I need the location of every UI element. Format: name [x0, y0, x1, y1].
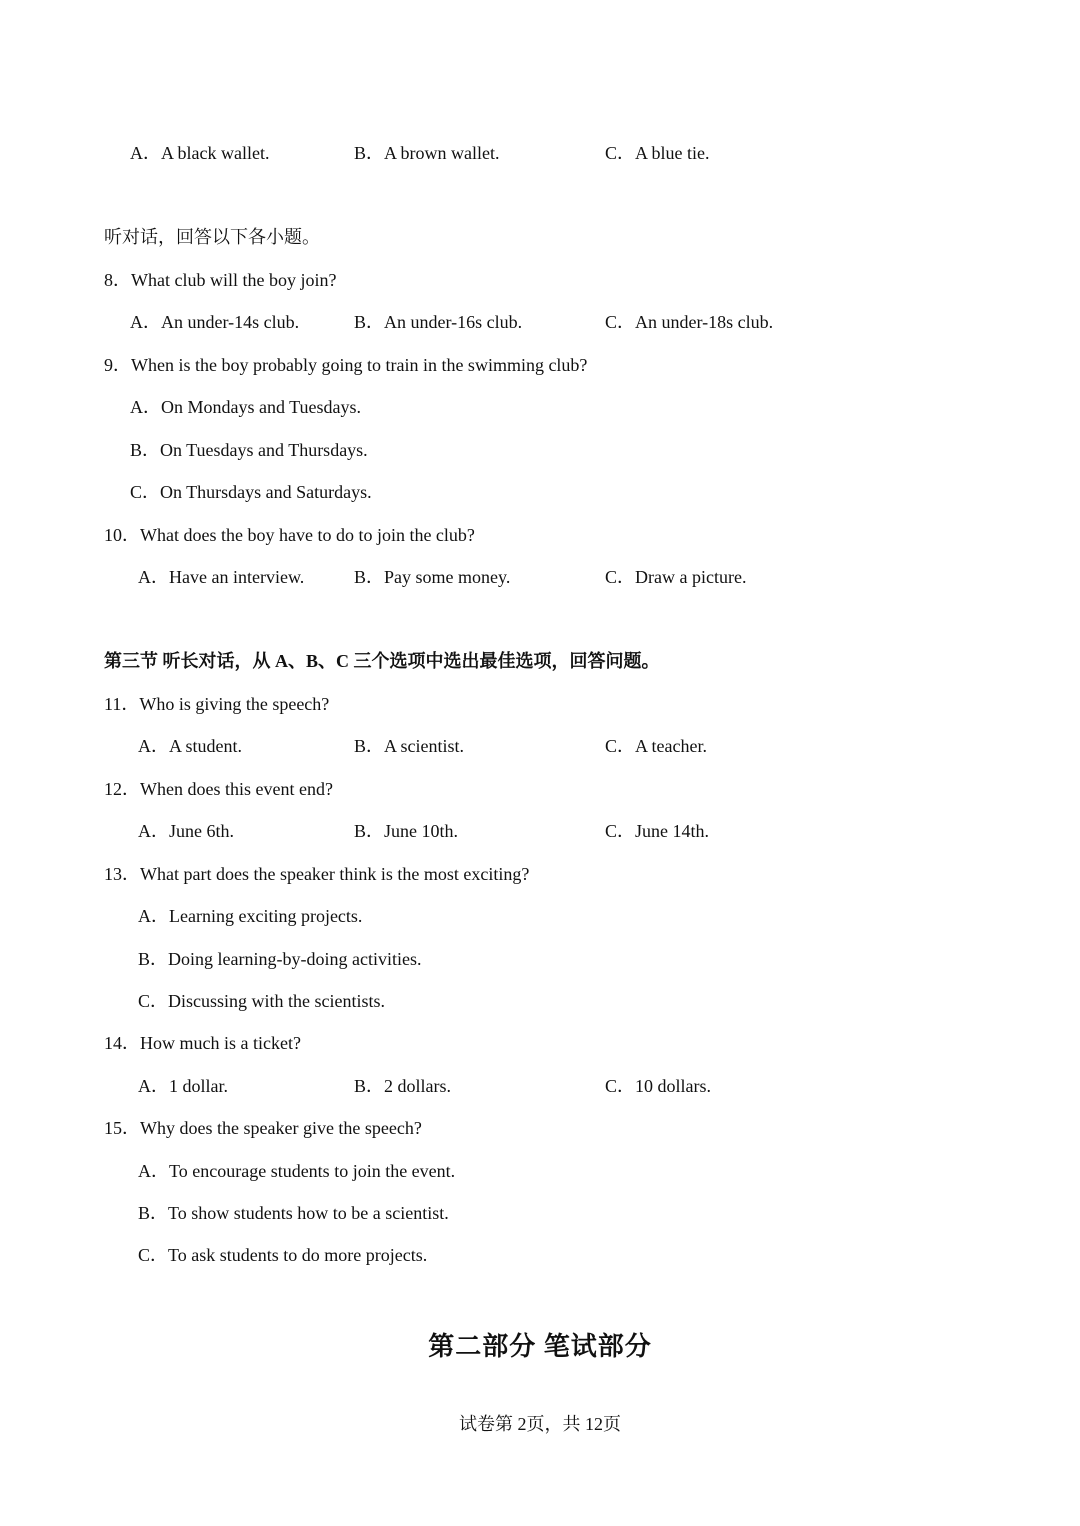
q9-question: 9．When is the boy probably going to train in the swimming club? [104, 355, 588, 375]
q8-option-c: C．An under-18s club. [605, 312, 774, 332]
q12-option-c: C．June 14th. [605, 821, 710, 841]
q11-question: 11．Who is giving the speech? [104, 694, 330, 714]
q8-question: 8．What club will the boy join? [104, 270, 337, 290]
q12-question: 12．When does this event end? [104, 779, 333, 799]
q8-option-b: B．An under-16s club. [354, 312, 523, 332]
q14-question: 14．How much is a ticket? [104, 1033, 301, 1053]
q14-option-a: A．1 dollar. [138, 1076, 228, 1096]
q10-option-c: C．Draw a picture. [605, 567, 747, 587]
q8-option-a: A．An under-14s club. [130, 312, 300, 332]
q9-option-b: B．On Tuesdays and Thursdays. [130, 440, 368, 460]
q13-option-c: C．Discussing with the scientists. [138, 991, 385, 1011]
q10-option-a: A．Have an interview. [138, 567, 305, 587]
q15-option-c: C．To ask students to do more projects. [138, 1245, 428, 1265]
q14-option-c: C．10 dollars. [605, 1076, 711, 1096]
q13-option-b: B．Doing learning-by-doing activities. [138, 949, 422, 969]
q10-option-b: B．Pay some money. [354, 567, 511, 587]
q11-option-a: A．A student. [138, 736, 243, 756]
page-footer: 试卷第 2页，共 12页 [459, 1414, 621, 1434]
q10-question: 10．What does the boy have to do to join the club? [104, 525, 475, 545]
part2-title: 第二部分 笔试部分 [428, 1332, 652, 1361]
q15-option-b: B．To show students how to be a scientist. [138, 1203, 449, 1223]
q15-option-a: A．To encourage students to join the event. [138, 1161, 456, 1181]
q12-option-a: A．June 6th. [138, 821, 234, 841]
section3-heading: 第三节 听长对话，从 A、B、C 三个选项中选出最佳选项，回答问题。 [104, 651, 660, 671]
q11-option-b: B．A scientist. [354, 736, 465, 756]
q7-option-a: A．A black wallet. [130, 143, 270, 163]
q7-option-b: B．A brown wallet. [354, 143, 500, 163]
q13-option-a: A．Learning exciting projects. [138, 906, 363, 926]
q9-option-c: C．On Thursdays and Saturdays. [130, 482, 372, 502]
q12-option-b: B．June 10th. [354, 821, 459, 841]
q7-option-c: C．A blue tie. [605, 143, 710, 163]
q11-option-c: C．A teacher. [605, 736, 707, 756]
dialogue-intro: 听对话，回答以下各小题。 [104, 227, 320, 247]
q13-question: 13．What part does the speaker think is the most exciting? [104, 864, 530, 884]
q9-option-a: A．On Mondays and Tuesdays. [130, 397, 362, 417]
q14-option-b: B．2 dollars. [354, 1076, 451, 1096]
q15-question: 15．Why does the speaker give the speech? [104, 1118, 422, 1138]
